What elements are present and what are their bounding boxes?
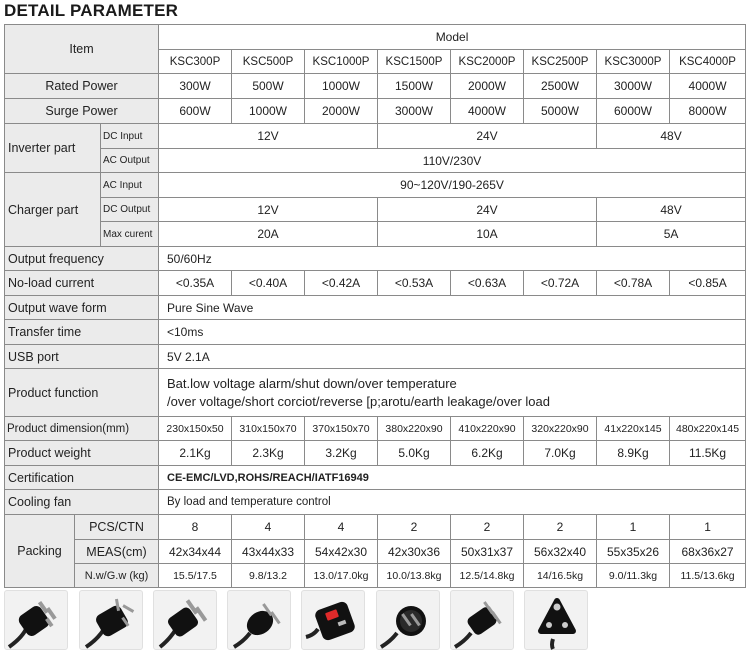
table-cell: 5V 2.1A — [159, 345, 746, 369]
product-weight-row — [5, 441, 746, 466]
table-cell: 41x220x145 — [597, 417, 670, 441]
charger-dc-output-row — [5, 198, 746, 222]
table-cell: 48V — [597, 198, 746, 222]
pcs-ctn-label: PCS/CTN — [75, 515, 159, 540]
table-cell: 12V — [159, 124, 378, 149]
table-cell: <0.78A — [597, 271, 670, 296]
product-weight-label: Product weight — [5, 441, 159, 466]
charger-max-current-row — [5, 222, 746, 247]
charger-ac-input-row — [5, 173, 746, 198]
table-cell: 42x30x36 — [378, 540, 451, 564]
dc-input-label: DC Input — [101, 124, 159, 149]
packing-meas-row — [5, 540, 746, 564]
no-load-current-row — [5, 271, 746, 296]
transfer-time-row — [5, 320, 746, 345]
table-cell: 24V — [378, 124, 597, 149]
table-cell: 230x150x50 — [159, 417, 232, 441]
germany-plug-icon — [376, 590, 440, 650]
table-cell: 1000W — [305, 74, 378, 99]
output-wave-form-row — [5, 296, 746, 320]
charger-part-label: Charger part — [5, 173, 101, 247]
table-cell: 1000W — [232, 99, 305, 124]
table-cell: 54x42x30 — [305, 540, 378, 564]
model-name: KSC500P — [232, 50, 305, 74]
output-frequency-row — [5, 247, 746, 271]
table-cell: 24V — [378, 198, 597, 222]
table-cell: 55x35x26 — [597, 540, 670, 564]
usb-port-label: USB port — [5, 345, 159, 369]
table-cell: 4 — [232, 515, 305, 540]
usb-port-row — [5, 345, 746, 369]
product-dimension-row — [5, 417, 746, 441]
max-current-label: Max curent — [101, 222, 159, 247]
output-frequency-label: Output frequency — [5, 247, 159, 271]
table-cell: 2 — [378, 515, 451, 540]
surge-power-label: Surge Power — [5, 99, 159, 124]
table-cell: 480x220x145 — [670, 417, 746, 441]
table-cell: 4000W — [451, 99, 524, 124]
product-function-label: Product function — [5, 369, 159, 417]
cooling-fan-label: Cooling fan — [5, 490, 159, 515]
table-cell: 50x31x37 — [451, 540, 524, 564]
rated-power-row — [5, 74, 746, 99]
table-cell: 2000W — [451, 74, 524, 99]
table-cell: <0.53A — [378, 271, 451, 296]
inverter-part-label: Inverter part — [5, 124, 101, 173]
table-cell: 12V — [159, 198, 378, 222]
table-cell: 5A — [597, 222, 746, 247]
table-cell: 2.1Kg — [159, 441, 232, 466]
table-cell: 48V — [597, 124, 746, 149]
transfer-time-label: Transfer time — [5, 320, 159, 345]
table-cell: 43x44x33 — [232, 540, 305, 564]
table-cell: 1 — [670, 515, 746, 540]
table-cell: <0.35A — [159, 271, 232, 296]
table-cell: 3.2Kg — [305, 441, 378, 466]
inverter-ac-output-row — [5, 149, 746, 173]
table-cell: 2.3Kg — [232, 441, 305, 466]
table-cell: 6.2Kg — [451, 441, 524, 466]
australia-plug-icon — [79, 590, 143, 650]
table-cell: 4000W — [670, 74, 746, 99]
table-cell: 42x34x44 — [159, 540, 232, 564]
header-row-model — [5, 25, 746, 50]
table-cell: 68x36x27 — [670, 540, 746, 564]
table-cell: 20A — [159, 222, 378, 247]
south-africa-plug-icon — [524, 590, 588, 650]
table-cell: 1500W — [378, 74, 451, 99]
packing-label: Packing — [5, 515, 75, 588]
us-plug-icon — [4, 590, 68, 650]
output-wave-form-label: Output wave form — [5, 296, 159, 320]
table-cell: <0.63A — [451, 271, 524, 296]
table-cell: 2500W — [524, 74, 597, 99]
table-cell: CE-EMC/LVD,ROHS/REACH/IATF16949 — [159, 466, 746, 490]
table-cell: 2 — [524, 515, 597, 540]
table-cell: 9.0/11.3kg — [597, 564, 670, 588]
table-cell: 320x220x90 — [524, 417, 597, 441]
table-cell: Pure Sine Wave — [159, 296, 746, 320]
product-function-line: /over voltage/short corciot/reverse [p;arotu/earth leakage/over load — [167, 393, 550, 409]
table-cell: 50/60Hz — [159, 247, 746, 271]
table-cell: 1 — [597, 515, 670, 540]
model-name: KSC1000P — [305, 50, 378, 74]
certification-row — [5, 466, 746, 490]
table-cell: 10A — [378, 222, 597, 247]
model-header: Model — [159, 25, 746, 50]
table-cell: 310x150x70 — [232, 417, 305, 441]
table-cell: 15.5/17.5 — [159, 564, 232, 588]
product-function-line: Bat.low voltage alarm/shut down/over temperature — [167, 375, 457, 391]
cooling-fan-row — [5, 490, 746, 515]
model-name: KSC3000P — [597, 50, 670, 74]
surge-power-row — [5, 99, 746, 124]
table-cell: 8.9Kg — [597, 441, 670, 466]
table-cell: 6000W — [597, 99, 670, 124]
table-cell: 300W — [159, 74, 232, 99]
japan-plug-icon — [153, 590, 217, 650]
table-cell: 4 — [305, 515, 378, 540]
model-name: KSC1500P — [378, 50, 451, 74]
inverter-dc-input-row — [5, 124, 746, 149]
table-cell: 9.8/13.2 — [232, 564, 305, 588]
table-cell: 56x32x40 — [524, 540, 597, 564]
uk-plug-icon — [301, 590, 365, 650]
table-cell: 5000W — [524, 99, 597, 124]
ac-output-label: AC Output — [101, 149, 159, 173]
table-cell: 8 — [159, 515, 232, 540]
packing-weight-row — [5, 564, 746, 588]
table-cell: 3000W — [597, 74, 670, 99]
table-cell: 3000W — [378, 99, 451, 124]
ac-input-label: AC Input — [101, 173, 159, 198]
table-cell: 11.5/13.6kg — [670, 564, 746, 588]
table-cell: <0.72A — [524, 271, 597, 296]
italy-plug-icon — [450, 590, 514, 650]
nw-gw-label: N.w/G.w (kg) — [75, 564, 159, 588]
table-cell: <0.85A — [670, 271, 746, 296]
model-name: KSC300P — [159, 50, 232, 74]
table-cell: 2000W — [305, 99, 378, 124]
table-cell: 8000W — [670, 99, 746, 124]
certification-label: Certification — [5, 466, 159, 490]
table-cell: 5.0Kg — [378, 441, 451, 466]
table-cell: 370x150x70 — [305, 417, 378, 441]
table-cell: 110V/230V — [159, 149, 746, 173]
no-load-current-label: No-load current — [5, 271, 159, 296]
product-function-row — [5, 369, 746, 417]
model-name: KSC2500P — [524, 50, 597, 74]
table-cell: 600W — [159, 99, 232, 124]
table-cell: 11.5Kg — [670, 441, 746, 466]
page-title: DETAIL PARAMETER — [4, 1, 179, 20]
table-cell: 410x220x90 — [451, 417, 524, 441]
table-cell: 7.0Kg — [524, 441, 597, 466]
table-cell: 500W — [232, 74, 305, 99]
meas-label: MEAS(cm) — [75, 540, 159, 564]
rated-power-label: Rated Power — [5, 74, 159, 99]
table-cell: 2 — [451, 515, 524, 540]
table-cell: 14/16.5kg — [524, 564, 597, 588]
table-cell: By load and temperature control — [159, 490, 746, 515]
product-dimension-label: Product dimension(mm) — [5, 417, 159, 441]
table-cell: 12.5/14.8kg — [451, 564, 524, 588]
table-cell: 380x220x90 — [378, 417, 451, 441]
table-cell: 90~120V/190-265V — [159, 173, 746, 198]
item-header: Item — [5, 25, 159, 74]
table-cell: <0.42A — [305, 271, 378, 296]
dc-output-label: DC Output — [101, 198, 159, 222]
table-cell: 13.0/17.0kg — [305, 564, 378, 588]
product-function-text — [159, 369, 746, 417]
table-cell: 10.0/13.8kg — [378, 564, 451, 588]
table-cell: <10ms — [159, 320, 746, 345]
model-name: KSC2000P — [451, 50, 524, 74]
table-cell: <0.40A — [232, 271, 305, 296]
europe-plug-icon — [227, 590, 291, 650]
plug-types-strip — [4, 590, 745, 652]
model-name: KSC4000P — [670, 50, 746, 74]
packing-pcs-row — [5, 515, 746, 540]
spec-table — [4, 24, 746, 588]
